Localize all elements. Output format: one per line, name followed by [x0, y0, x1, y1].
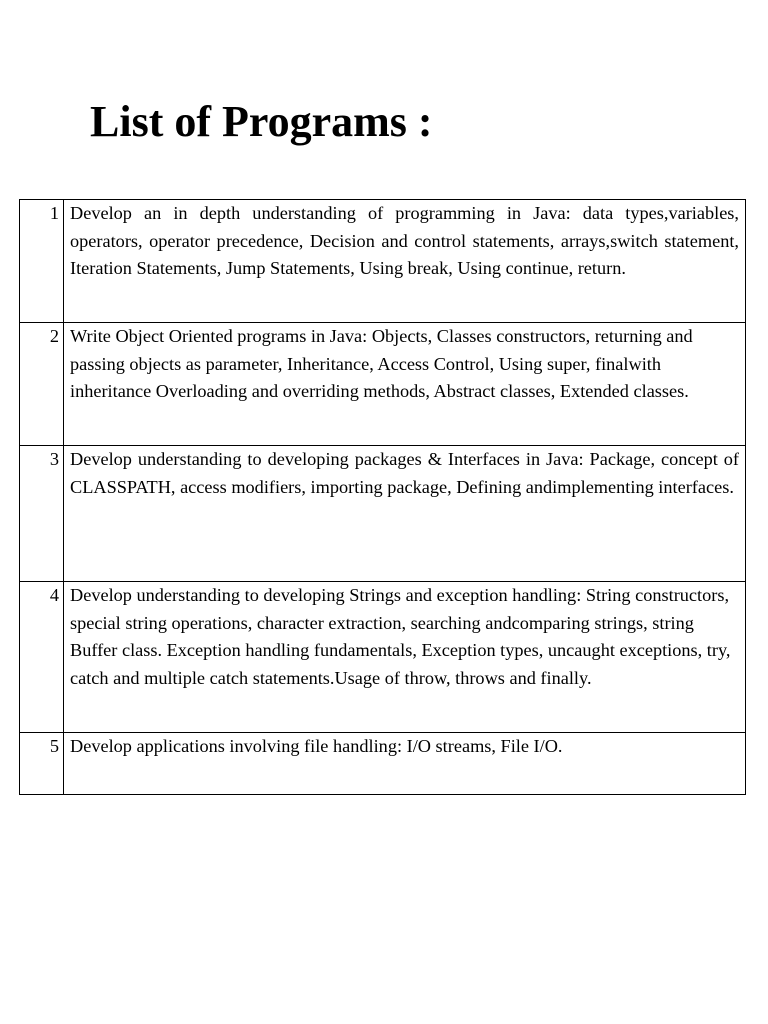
- program-number: 4: [20, 582, 64, 733]
- table-row: [20, 733, 746, 795]
- table-row: [20, 582, 746, 733]
- program-number: 3: [20, 446, 64, 582]
- program-description: Develop applications involving file handling: I/O streams, File I/O.: [64, 733, 746, 795]
- page-title: List of Programs :: [90, 97, 433, 146]
- programs-table: [19, 199, 746, 795]
- table-row: [20, 323, 746, 446]
- table-row: [20, 446, 746, 582]
- program-description: Write Object Oriented programs in Java: Objects, Classes constructors, returning and passing objects as parameter, Inheritance, Access Control, Using super, finalwith inheritance Overloading and overriding methods, Abstract classes, Extended classes.: [64, 323, 746, 446]
- program-description: Develop understanding to developing Strings and exception handling: String constructors, special string operations, character extraction, searching andcomparing strings, string Buffer class. Exception handling fundamentals, Exception types, uncaught exceptions, try, catch and multiple catch statements.Usage of throw, throws and finally.: [64, 582, 746, 733]
- program-description: Develop an in depth understanding of programming in Java: data types,variables, operators, operator precedence, Decision and control statements, arrays,switch statement, Iteration Statements, Jump Statements, Using break, Using continue, return.: [64, 200, 746, 323]
- program-description: Develop understanding to developing packages & Interfaces in Java: Package, concept of CLASSPATH, access modifiers, importing package, Defining andimplementing interfaces.: [64, 446, 746, 582]
- table-row: [20, 200, 746, 323]
- program-number: 5: [20, 733, 64, 795]
- program-number: 1: [20, 200, 64, 323]
- program-number: 2: [20, 323, 64, 446]
